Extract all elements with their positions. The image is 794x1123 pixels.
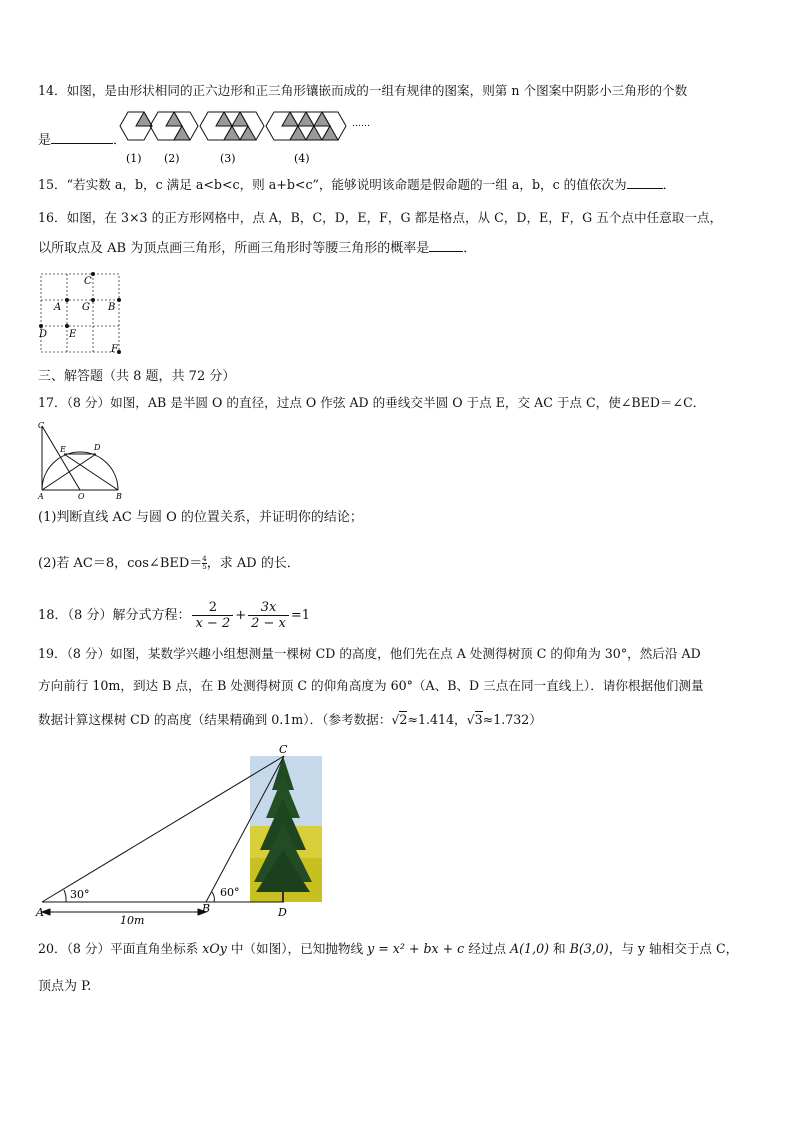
q15-answer-blank[interactable] [627,176,663,189]
q17-part1: (1)判断直线 AC 与圆 O 的位置关系，并证明你的结论； [38,510,363,525]
q17-cos-numerator: 4 [202,555,207,563]
q20-text-c: 中（如图），已知抛物线 [226,941,368,956]
semicircle-figure [34,418,134,500]
q20-line1 [38,940,738,958]
q14-answer-line [38,131,126,150]
q20-parabola-eq: y = x² + bx + c [367,941,465,956]
grid-3x3-figure [34,268,128,358]
q20-text-g: 和 [549,941,570,956]
grid-label-b: B [108,302,116,313]
pattern-label-2: (2) [164,152,180,165]
grid-point-d [39,324,43,328]
q15-text: 15．“若实数 a，b，c 满足 a<b<c，则 a+b<c”，能够说明该命题是假命题的一组 a，b，c 的值依次为 [38,177,627,192]
q14-prefix: 是 [38,133,52,148]
tree-height-figure [34,740,334,928]
q18-frac2-denominator: 2 − x [251,616,286,631]
pattern-ellipsis: …… [352,119,370,129]
q14-text-line1: 14．如图，是由形状相同的正六边形和正三角形镶嵌而成的一组有规律的图案，则第 n 个图案中阴影小三角形的个数 [38,83,688,98]
tree-label-a: A [36,906,44,919]
q18-frac1-denominator: x − 2 [195,616,231,631]
q15-suffix: ． [662,177,676,192]
q20-text-a: 20．（8 分）平面直角坐标系 [38,941,203,956]
q18-fraction-1 [192,600,233,631]
grid-point-e [65,324,69,328]
tree-angle-b: 60° [220,886,240,899]
semicircle-label-a: A [38,492,44,500]
grid-label-a: A [54,302,62,313]
semicircle-label-e: E [60,445,66,454]
q17-part2-suffix: ，求 AD 的长． [206,556,300,571]
grid-point-a [65,298,69,302]
pattern-label-4: (4) [294,152,310,165]
pattern-label-1: (1) [126,152,142,165]
q18-line [38,597,310,635]
q14-answer-blank[interactable] [51,131,113,144]
q19-approx1: ≈1.414， [407,712,467,727]
q17-part2 [38,555,300,573]
semicircle-label-b: B [116,492,122,500]
q18-frac2-numerator: 3x [248,600,289,616]
grid-label-f: F [111,344,118,355]
pattern-1 [120,112,152,140]
q20-point-b: B(3,0) [569,941,609,956]
q16-suffix: ． [463,241,477,256]
q18-frac1-numerator: 2 [192,600,233,616]
pattern-4 [266,112,346,140]
q16-text-line2: 以所取点及 AB 为顶点画三角形，所画三角形时等腰三角形的概率是 [38,241,430,256]
q18-fraction-2 [248,600,289,631]
pattern-3 [200,112,264,140]
tree-angle-a: 30° [70,888,90,901]
pattern-label-3: (3) [220,152,236,165]
q19-approx2: ≈1.732） [482,712,542,727]
q18-prefix: 18．（8 分）解分式方程： [38,608,191,623]
q19-line3 [38,711,542,729]
q16-line2 [38,239,476,258]
hexagon-pattern-figure [118,104,388,170]
q17-part2-prefix: (2)若 AC＝8，cos∠BED＝ [38,556,203,571]
q19-line3-prefix: 数据计算这棵树 CD 的高度（结果精确到 0.1m）．（参考数据： [38,712,392,727]
q20-text-line2: 顶点为 P. [38,979,92,994]
q19-sqrt3-radicand: 3 [474,712,483,727]
q16-text-line1: 16．如图，在 3×3 的正方形网格中，点 A，B，C，D，E，F，G 都是格点，从 C，D，E，F，G 五个点中任意取一点， [38,210,723,225]
tree-label-b: B [202,902,211,915]
pattern-2 [150,112,198,140]
q17-text-line1: 17．（8 分）如图，AB 是半圆 O 的直径，过点 O 作弦 AD 的垂线交半圆 O 于点 E，交 AC 于点 C，使∠BED＝∠C． [38,395,706,410]
q18-rhs: =1 [290,608,311,623]
q20-text-b: xOy [202,941,227,956]
tree-label-d: D [278,906,287,919]
grid-point-g [91,298,95,302]
q18-plus: + [235,608,247,623]
q17-cos-denominator: 5 [202,563,207,571]
semicircle-label-o: O [78,492,85,500]
tree-label-c: C [279,743,288,756]
q15-line [38,176,675,194]
sqrt-symbol: √ [391,712,400,727]
q14-suffix: ． [113,133,127,148]
q19-sqrt2-radicand: 2 [399,712,408,727]
grid-label-c: C [84,276,92,287]
grid-label-g: G [82,302,90,313]
q16-answer-blank[interactable] [429,239,463,252]
q20-text-e: 经过点 [464,941,511,956]
grid-label-d: D [39,329,48,340]
q20-text-i: ，与 y 轴相交于点 C， [608,941,739,956]
q20-point-a: A(1,0) [510,941,549,956]
grid-label-e: E [69,329,77,340]
semicircle-label-d: D [94,443,101,452]
q19-text-line2: 方向前行 10m，到达 B 点，在 B 处测得树顶 C 的仰角高度为 60°（A、B、D 三点在同一直线上）．请你根据他们测量 [38,678,704,693]
tree-distance: 10m [120,914,145,927]
section-3-heading: 三、解答题（共 8 题，共 72 分） [38,369,236,384]
grid-point-b [117,298,121,302]
sqrt-symbol: √ [466,712,475,727]
q19-text-line1: 19．（8 分）如图，某数学兴趣小组想测量一棵树 CD 的高度，他们先在点 A 处测得树顶 C 的仰角为 30°，然后沿 AD [38,646,701,661]
semicircle-label-c: C [38,421,45,430]
